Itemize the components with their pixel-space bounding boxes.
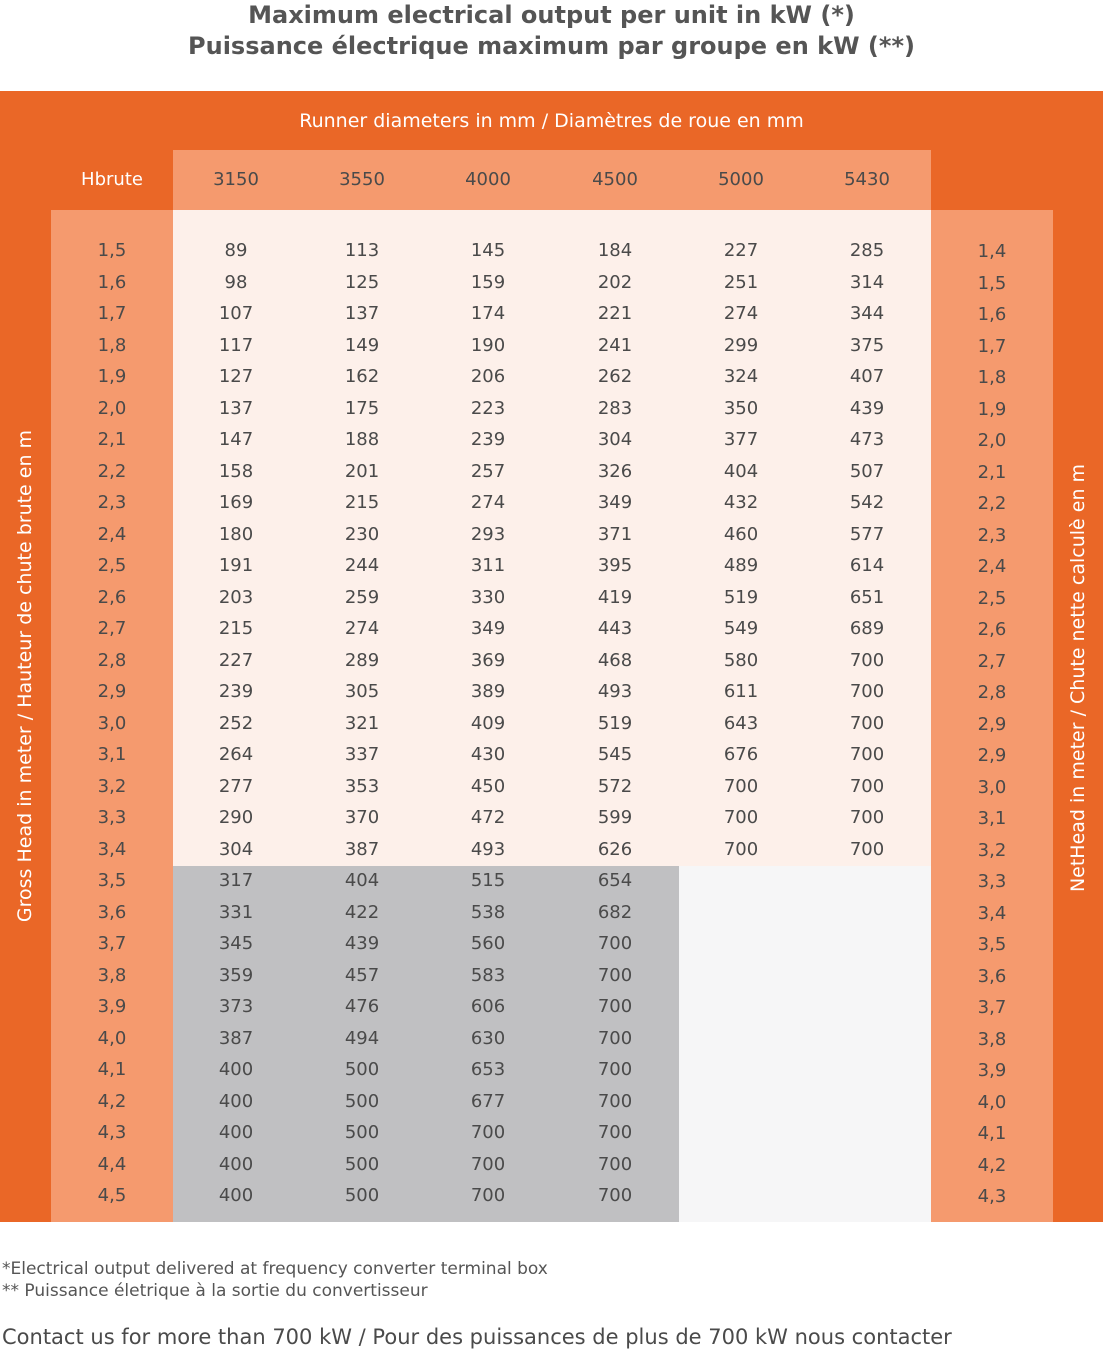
gross-head-cell: 1,9 — [97, 366, 127, 387]
output-value-cell: 188 — [344, 429, 380, 450]
diameter-header: 3550 — [339, 169, 385, 190]
net-head-cell: 2,9 — [977, 713, 1007, 735]
output-value-cell: 239 — [470, 429, 506, 450]
output-value-cell: 184 — [597, 240, 633, 261]
table-row — [0, 267, 1103, 299]
output-value-cell: 700 — [470, 1185, 506, 1206]
gross-head-cell: 4,4 — [97, 1153, 127, 1175]
output-value-cell: 137 — [344, 303, 380, 324]
table-row — [0, 298, 1103, 330]
output-value-cell: 700 — [597, 1027, 633, 1049]
output-value-cell: 162 — [344, 366, 380, 387]
output-value-cell: 262 — [597, 366, 633, 387]
output-value-cell: 305 — [344, 681, 380, 702]
output-value-cell: 439 — [344, 933, 380, 954]
output-value-cell: 494 — [344, 1027, 380, 1049]
output-value-cell: 353 — [344, 775, 380, 797]
output-value-cell: 159 — [470, 271, 506, 293]
output-value-cell: 682 — [597, 901, 633, 923]
table-row — [0, 1149, 1103, 1181]
page-title: Maximum electrical output per unit in kW (*) — [248, 1, 855, 29]
gross-head-cell: 2,2 — [97, 460, 127, 482]
output-value-cell: 113 — [344, 240, 380, 261]
output-value-cell: 700 — [849, 681, 885, 702]
net-head-cell: 1,5 — [977, 272, 1007, 294]
output-value-cell: 252 — [218, 712, 254, 734]
table-row — [0, 424, 1103, 456]
output-value-cell: 500 — [344, 1090, 380, 1112]
output-value-cell: 493 — [470, 838, 506, 860]
output-value-cell: 489 — [723, 555, 759, 576]
gross-head-cell: 4,3 — [97, 1122, 127, 1143]
output-value-cell: 422 — [344, 901, 380, 923]
output-value-cell: 345 — [218, 933, 254, 954]
table-row — [0, 991, 1103, 1023]
output-value-cell: 149 — [344, 334, 380, 356]
output-value-cell: 285 — [849, 240, 885, 261]
footnote-puissance: ** Puissance életrique à la sortie du convertisseur — [2, 1281, 428, 1301]
diameter-header: 5000 — [718, 169, 764, 190]
output-value-cell: 606 — [470, 996, 506, 1017]
output-value-cell: 700 — [849, 807, 885, 828]
gross-head-cell: 1,7 — [97, 303, 127, 324]
table-row — [0, 897, 1103, 929]
output-value-cell: 614 — [849, 555, 885, 576]
table-row — [0, 613, 1103, 645]
output-value-cell: 244 — [344, 555, 380, 576]
gross-head-cell: 1,5 — [97, 240, 127, 261]
output-value-cell: 493 — [597, 681, 633, 702]
table-row — [0, 771, 1103, 803]
output-value-cell: 158 — [218, 460, 254, 482]
output-value-cell: 519 — [723, 586, 759, 608]
table-row — [0, 1054, 1103, 1086]
output-value-cell: 519 — [597, 712, 633, 734]
table-row — [0, 550, 1103, 582]
net-head-cell: 1,4 — [977, 241, 1007, 262]
output-value-cell: 430 — [470, 744, 506, 765]
gross-head-cell: 3,3 — [97, 807, 127, 828]
table-row — [0, 361, 1103, 393]
output-value-cell: 460 — [723, 523, 759, 545]
output-value-cell: 611 — [723, 681, 759, 702]
output-value-cell: 700 — [597, 933, 633, 954]
net-head-cell: 1,6 — [977, 304, 1007, 325]
output-value-cell: 473 — [849, 429, 885, 450]
output-value-cell: 400 — [218, 1185, 254, 1206]
net-head-cell: 2,8 — [977, 682, 1007, 703]
output-value-cell: 404 — [723, 460, 759, 482]
output-value-cell: 326 — [597, 460, 633, 482]
output-value-cell: 560 — [470, 933, 506, 954]
output-value-cell: 599 — [597, 807, 633, 828]
output-value-cell: 283 — [597, 397, 633, 419]
net-head-cell: 2,4 — [977, 556, 1007, 577]
output-value-cell: 500 — [344, 1059, 380, 1080]
output-value-cell: 331 — [218, 901, 254, 923]
output-value-cell: 311 — [470, 555, 506, 576]
output-value-cell: 125 — [344, 271, 380, 293]
output-value-cell: 241 — [597, 334, 633, 356]
gross-head-cell: 4,1 — [97, 1059, 127, 1080]
output-value-cell: 317 — [218, 870, 254, 891]
output-value-cell: 203 — [218, 586, 254, 608]
output-value-cell: 700 — [849, 775, 885, 797]
output-value-cell: 700 — [597, 996, 633, 1017]
output-value-cell: 500 — [344, 1185, 380, 1206]
output-value-cell: 370 — [344, 807, 380, 828]
output-value-cell: 191 — [218, 555, 254, 576]
output-value-cell: 304 — [597, 429, 633, 450]
output-value-cell: 443 — [597, 618, 633, 639]
output-value-cell: 677 — [470, 1090, 506, 1112]
net-head-cell: 2,0 — [977, 430, 1007, 451]
gross-head-cell: 2,6 — [97, 586, 127, 608]
output-value-cell: 174 — [470, 303, 506, 324]
output-value-cell: 293 — [470, 523, 506, 545]
gross-head-cell: 3,8 — [97, 964, 127, 986]
output-value-cell: 700 — [597, 964, 633, 986]
output-value-cell: 371 — [597, 523, 633, 545]
output-value-cell: 507 — [849, 460, 885, 482]
net-head-cell: 3,9 — [977, 1060, 1007, 1081]
output-value-cell: 700 — [723, 838, 759, 860]
output-value-cell: 375 — [849, 334, 885, 356]
output-value-cell: 400 — [218, 1090, 254, 1112]
output-value-cell: 344 — [849, 303, 885, 324]
net-head-cell: 2,5 — [977, 587, 1007, 609]
output-value-cell: 330 — [470, 586, 506, 608]
net-head-cell: 3,2 — [977, 839, 1007, 861]
output-value-cell: 324 — [723, 366, 759, 387]
output-value-cell: 400 — [218, 1153, 254, 1175]
output-value-cell: 127 — [218, 366, 254, 387]
runner-diameters-heading: Runner diameters in mm / Diamètres de roue en mm — [299, 110, 804, 132]
output-value-cell: 545 — [597, 744, 633, 765]
output-value-cell: 400 — [218, 1059, 254, 1080]
net-head-axis-label: NetHead in meter / Chute nette calculè en m — [1067, 463, 1089, 893]
output-value-cell: 387 — [344, 838, 380, 860]
gross-head-cell: 1,6 — [97, 271, 127, 293]
output-value-cell: 202 — [597, 271, 633, 293]
output-value-cell: 289 — [344, 649, 380, 671]
output-value-cell: 274 — [344, 618, 380, 639]
output-value-cell: 395 — [597, 555, 633, 576]
gross-head-cell: 3,4 — [97, 838, 127, 860]
output-value-cell: 274 — [470, 492, 506, 513]
table-row — [0, 1117, 1103, 1149]
output-value-cell: 409 — [470, 712, 506, 734]
gross-head-cell: 2,4 — [97, 523, 127, 545]
output-value-cell: 404 — [344, 870, 380, 891]
net-head-cell: 3,7 — [977, 997, 1007, 1018]
net-head-cell: 4,2 — [977, 1154, 1007, 1176]
output-value-cell: 653 — [470, 1059, 506, 1080]
output-value-cell: 369 — [470, 649, 506, 671]
gross-head-cell: 3,5 — [97, 870, 127, 891]
table-row — [0, 582, 1103, 614]
output-value-cell: 321 — [344, 712, 380, 734]
output-value-cell: 432 — [723, 492, 759, 513]
output-value-cell: 359 — [218, 964, 254, 986]
output-value-cell: 117 — [218, 334, 254, 356]
output-value-cell: 274 — [723, 303, 759, 324]
gross-head-cell: 2,5 — [97, 555, 127, 576]
output-value-cell: 419 — [597, 586, 633, 608]
table-row — [0, 235, 1103, 267]
gross-head-cell: 2,9 — [97, 681, 127, 702]
table-row — [0, 393, 1103, 425]
table-row — [0, 519, 1103, 551]
output-value-cell: 337 — [344, 744, 380, 765]
output-value-cell: 304 — [218, 838, 254, 860]
net-head-cell: 1,9 — [977, 398, 1007, 420]
net-head-cell: 2,9 — [977, 745, 1007, 766]
output-value-cell: 542 — [849, 492, 885, 513]
output-value-cell: 549 — [723, 618, 759, 639]
output-value-cell: 700 — [849, 838, 885, 860]
table-row — [0, 1180, 1103, 1212]
diameter-header: 5430 — [844, 169, 890, 190]
output-value-cell: 251 — [723, 271, 759, 293]
output-value-cell: 515 — [470, 870, 506, 891]
net-head-cell: 3,5 — [977, 934, 1007, 955]
table-row — [0, 487, 1103, 519]
gross-head-cell: 3,0 — [97, 712, 127, 734]
gross-head-cell: 1,8 — [97, 334, 127, 356]
table-row — [0, 456, 1103, 488]
net-head-cell: 4,0 — [977, 1091, 1007, 1113]
output-value-cell: 630 — [470, 1027, 506, 1049]
output-value-cell: 476 — [344, 996, 380, 1017]
output-value-cell: 377 — [723, 429, 759, 450]
output-value-cell: 215 — [218, 618, 254, 639]
contact-note: Contact us for more than 700 kW / Pour des puissances de plus de 700 kW nous contacter — [2, 1325, 952, 1349]
output-value-cell: 89 — [224, 240, 248, 261]
table-row — [0, 1023, 1103, 1055]
output-value-cell: 472 — [470, 807, 506, 828]
output-value-cell: 700 — [597, 1122, 633, 1143]
output-value-cell: 259 — [344, 586, 380, 608]
page-subtitle: Puissance électrique maximum par groupe en kW (**) — [188, 32, 915, 60]
output-value-cell: 227 — [218, 649, 254, 671]
gross-head-cell: 3,7 — [97, 933, 127, 954]
output-value-cell: 257 — [470, 460, 506, 482]
output-value-cell: 643 — [723, 712, 759, 734]
net-head-cell: 3,4 — [977, 902, 1007, 924]
diameter-header: 3150 — [213, 169, 259, 190]
diameter-header: 4500 — [592, 169, 638, 190]
table-row — [0, 676, 1103, 708]
net-head-cell: 1,8 — [977, 367, 1007, 388]
output-value-cell: 468 — [597, 649, 633, 671]
net-head-cell: 4,1 — [977, 1123, 1007, 1144]
output-value-cell: 700 — [597, 1153, 633, 1175]
output-value-cell: 400 — [218, 1122, 254, 1143]
net-head-cell: 3,3 — [977, 871, 1007, 892]
gross-head-cell: 3,6 — [97, 901, 127, 923]
output-value-cell: 145 — [470, 240, 506, 261]
output-value-cell: 389 — [470, 681, 506, 702]
output-value-cell: 651 — [849, 586, 885, 608]
output-value-cell: 350 — [723, 397, 759, 419]
gross-head-cell: 3,2 — [97, 775, 127, 797]
output-value-cell: 227 — [723, 240, 759, 261]
table-row — [0, 834, 1103, 866]
output-value-cell: 580 — [723, 649, 759, 671]
output-value-cell: 700 — [849, 649, 885, 671]
output-value-cell: 107 — [218, 303, 254, 324]
output-value-cell: 654 — [597, 870, 633, 891]
output-value-cell: 206 — [470, 366, 506, 387]
net-head-cell: 3,0 — [977, 776, 1007, 798]
output-value-cell: 137 — [218, 397, 254, 419]
output-value-cell: 98 — [224, 271, 248, 293]
output-value-cell: 264 — [218, 744, 254, 765]
output-value-cell: 169 — [218, 492, 254, 513]
table-row — [0, 928, 1103, 960]
net-head-cell: 2,1 — [977, 461, 1007, 483]
output-value-cell: 349 — [597, 492, 633, 513]
net-head-cell: 1,7 — [977, 335, 1007, 357]
gross-head-cell: 2,8 — [97, 649, 127, 671]
output-value-cell: 700 — [723, 775, 759, 797]
table-row — [0, 739, 1103, 771]
gross-head-cell: 2,7 — [97, 618, 127, 639]
table-row — [0, 865, 1103, 897]
table-row — [0, 1086, 1103, 1118]
net-head-cell: 2,6 — [977, 619, 1007, 640]
output-value-cell: 239 — [218, 681, 254, 702]
output-value-cell: 626 — [597, 838, 633, 860]
table-row — [0, 708, 1103, 740]
output-value-cell: 407 — [849, 366, 885, 387]
gross-head-cell: 4,2 — [97, 1090, 127, 1112]
diameter-header: 4000 — [465, 169, 511, 190]
output-value-cell: 439 — [849, 397, 885, 419]
gross-head-cell: 3,9 — [97, 996, 127, 1017]
output-value-cell: 290 — [218, 807, 254, 828]
output-value-cell: 201 — [344, 460, 380, 482]
output-value-cell: 457 — [344, 964, 380, 986]
output-value-cell: 700 — [470, 1122, 506, 1143]
output-value-cell: 230 — [344, 523, 380, 545]
output-value-cell: 215 — [344, 492, 380, 513]
hbrute-header: Hbrute — [81, 169, 143, 190]
output-value-cell: 277 — [218, 775, 254, 797]
output-value-cell: 500 — [344, 1153, 380, 1175]
output-value-cell: 583 — [470, 964, 506, 986]
output-value-cell: 190 — [470, 334, 506, 356]
output-value-cell: 387 — [218, 1027, 254, 1049]
net-head-cell: 3,1 — [977, 808, 1007, 829]
output-value-cell: 223 — [470, 397, 506, 419]
output-value-cell: 572 — [597, 775, 633, 797]
net-head-cell: 3,8 — [977, 1028, 1007, 1050]
output-value-cell: 175 — [344, 397, 380, 419]
table-row — [0, 802, 1103, 834]
output-value-cell: 700 — [597, 1090, 633, 1112]
output-value-cell: 538 — [470, 901, 506, 923]
net-head-cell: 4,3 — [977, 1186, 1007, 1207]
table-row — [0, 330, 1103, 362]
output-value-cell: 700 — [723, 807, 759, 828]
output-value-cell: 147 — [218, 429, 254, 450]
output-value-cell: 700 — [597, 1059, 633, 1080]
output-value-cell: 500 — [344, 1122, 380, 1143]
table-row — [0, 960, 1103, 992]
gross-head-cell: 2,1 — [97, 429, 127, 450]
output-value-cell: 700 — [597, 1185, 633, 1206]
output-value-cell: 700 — [849, 744, 885, 765]
output-value-cell: 180 — [218, 523, 254, 545]
output-value-cell: 299 — [723, 334, 759, 356]
output-value-cell: 373 — [218, 996, 254, 1017]
net-head-cell: 2,3 — [977, 524, 1007, 546]
gross-head-cell: 3,1 — [97, 744, 127, 765]
gross-head-cell: 2,0 — [97, 397, 127, 419]
table-row — [0, 645, 1103, 677]
gross-head-cell: 4,0 — [97, 1027, 127, 1049]
output-value-cell: 314 — [849, 271, 885, 293]
output-value-cell: 349 — [470, 618, 506, 639]
net-head-cell: 2,7 — [977, 650, 1007, 672]
output-value-cell: 689 — [849, 618, 885, 639]
gross-head-cell: 4,5 — [97, 1185, 127, 1206]
output-value-cell: 700 — [849, 712, 885, 734]
output-value-cell: 577 — [849, 523, 885, 545]
gross-head-axis-label: Gross Head in meter / Hauteur de chute brute en m — [14, 429, 36, 923]
output-value-cell: 676 — [723, 744, 759, 765]
net-head-cell: 3,6 — [977, 965, 1007, 987]
footnote-electrical-output: *Electrical output delivered at frequency converter terminal box — [2, 1259, 548, 1279]
gross-head-cell: 2,3 — [97, 492, 127, 513]
output-value-cell: 221 — [597, 303, 633, 324]
net-head-cell: 2,2 — [977, 493, 1007, 514]
output-value-cell: 450 — [470, 775, 506, 797]
output-value-cell: 700 — [470, 1153, 506, 1175]
